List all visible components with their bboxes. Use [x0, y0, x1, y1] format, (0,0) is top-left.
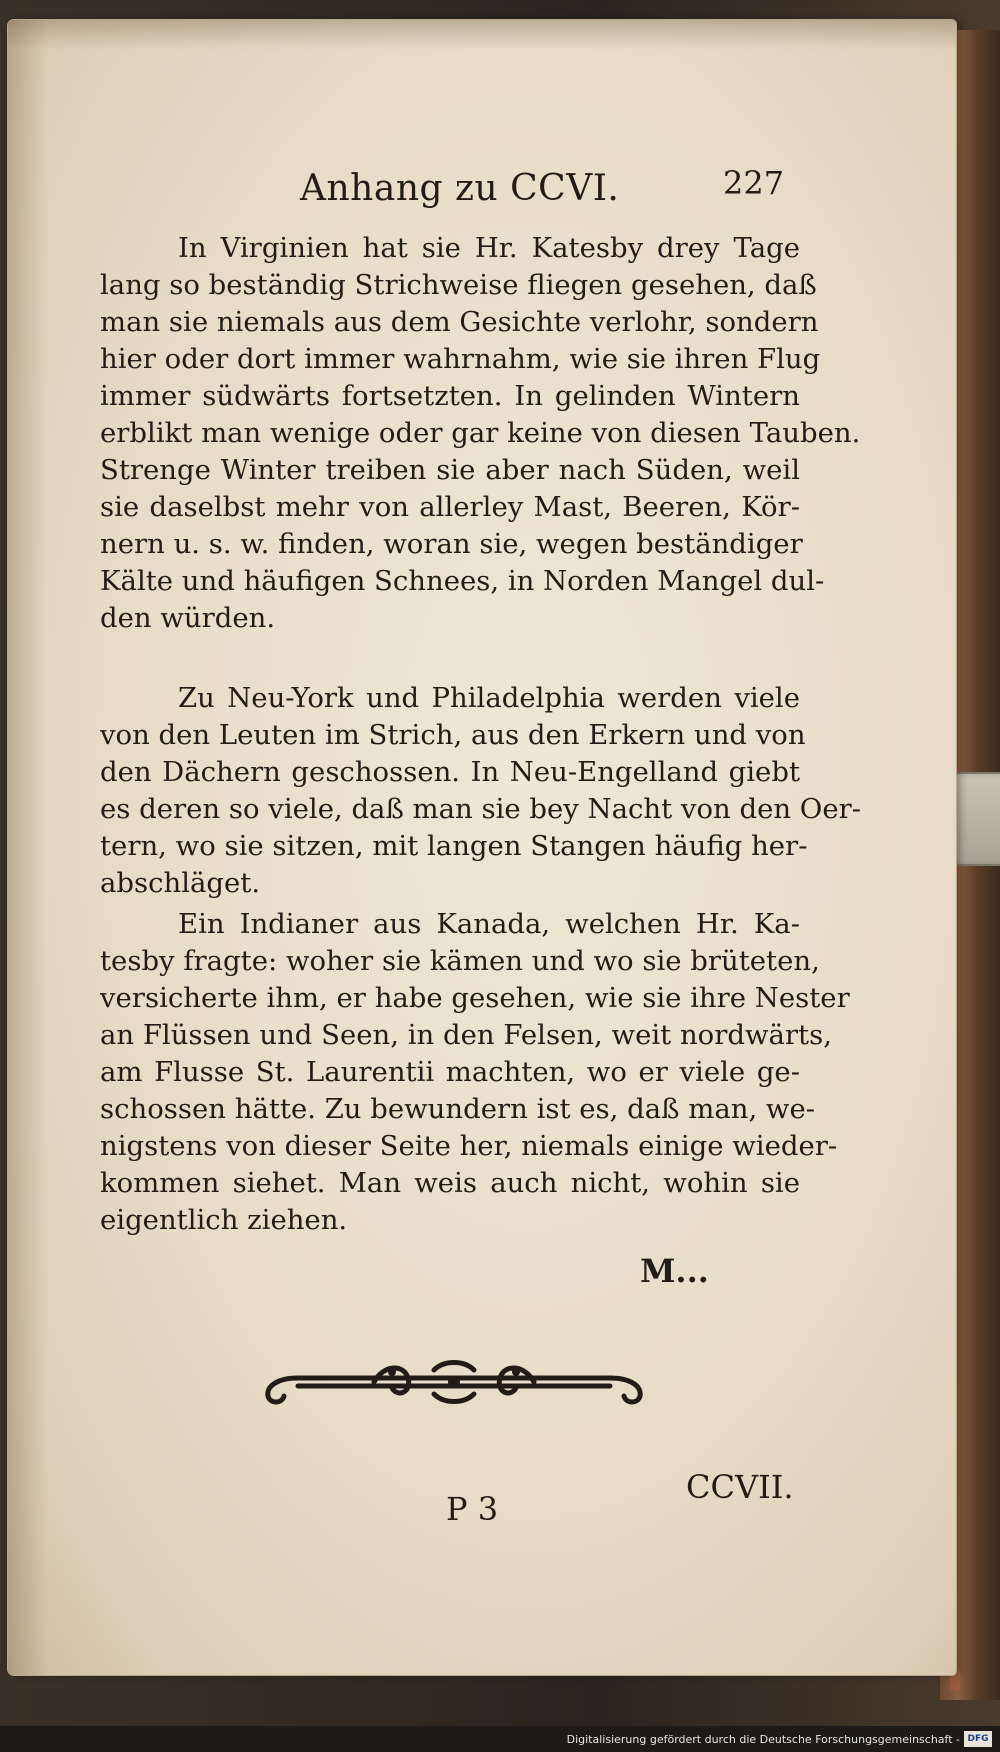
text-line: Kälte und häufigen Schnees, in Norden Mangel dul-: [100, 565, 825, 597]
text-line: tern, wo sie sitzen, mit langen Stangen häufig her-: [100, 830, 808, 862]
text-line: Strenge Winter treiben sie aber nach Süden, weil: [100, 454, 800, 486]
text-line: hier oder dort immer wahrnahm, wie sie ihren Flug: [100, 343, 821, 375]
text-line: abschläget.: [100, 867, 261, 899]
ornament-rule: [258, 1350, 650, 1410]
text-line: tesby fragte: woher sie kämen und wo sie brüteten,: [100, 945, 820, 977]
text-line: versicherte ihm, er habe gesehen, wie sie ihre Nester: [100, 982, 850, 1014]
dfg-logo-icon: DFG: [964, 1731, 992, 1747]
text-line: sie daselbst mehr von allerley Mast, Beeren, Kör-: [100, 491, 800, 523]
text-line: Zu Neu-York und Philadelphia werden viele: [178, 682, 800, 714]
text-line: schossen hätte. Zu bewundern ist es, daß man, we-: [100, 1093, 816, 1125]
text-line: nigstens von dieser Seite her, niemals einige wieder-: [100, 1130, 838, 1162]
signature-mark: P 3: [446, 1490, 499, 1528]
text-line: es deren so viele, daß man sie bey Nacht von den Oer-: [100, 793, 862, 825]
text-line: an Flüssen und Seen, in den Felsen, weit nordwärts,: [100, 1019, 832, 1051]
text-line: man sie niemals aus dem Gesichte verlohr, sondern: [100, 306, 819, 338]
text-line: In Virginien hat sie Hr. Katesby drey Tage: [178, 232, 800, 264]
page-gutter-shadow: [8, 20, 48, 1675]
text-line: nern u. s. w. finden, woran sie, wegen beständiger: [100, 528, 803, 560]
text-line: am Flusse St. Laurentii machten, wo er viele ge-: [100, 1056, 800, 1088]
text-line: lang so beständig Strichweise fliegen gesehen, daß: [100, 269, 817, 301]
text-line: Ein Indianer aus Kanada, welchen Hr. Ka-: [178, 908, 800, 940]
paragraph-3: [100, 906, 850, 1239]
text-line: kommen siehet. Man weis auch nicht, wohin sie: [100, 1167, 800, 1199]
catchword: M...: [640, 1252, 709, 1290]
digitization-credit: Digitalisierung gefördert durch die Deutsche Forschungsgemeinschaft -: [566, 1733, 960, 1746]
running-head: Anhang zu CCVI.: [300, 168, 620, 209]
paragraph-1: [100, 230, 861, 637]
next-section-label: CCVII.: [686, 1468, 794, 1506]
page-top-shadow: [8, 20, 956, 50]
text-line: von den Leuten im Strich, aus den Erkern und von: [100, 719, 806, 751]
page-number: 227: [723, 164, 785, 202]
text-line: eigentlich ziehen.: [100, 1204, 348, 1236]
text-line: erblikt man wenige oder gar keine von diesen Tauben.: [100, 417, 861, 449]
text-line: immer südwärts fortsetzten. In gelinden Wintern: [100, 380, 800, 412]
text-line: den würden.: [100, 602, 276, 634]
text-line: den Dächern geschossen. In Neu-Engelland giebt: [100, 756, 800, 788]
paragraph-2: [100, 680, 862, 902]
